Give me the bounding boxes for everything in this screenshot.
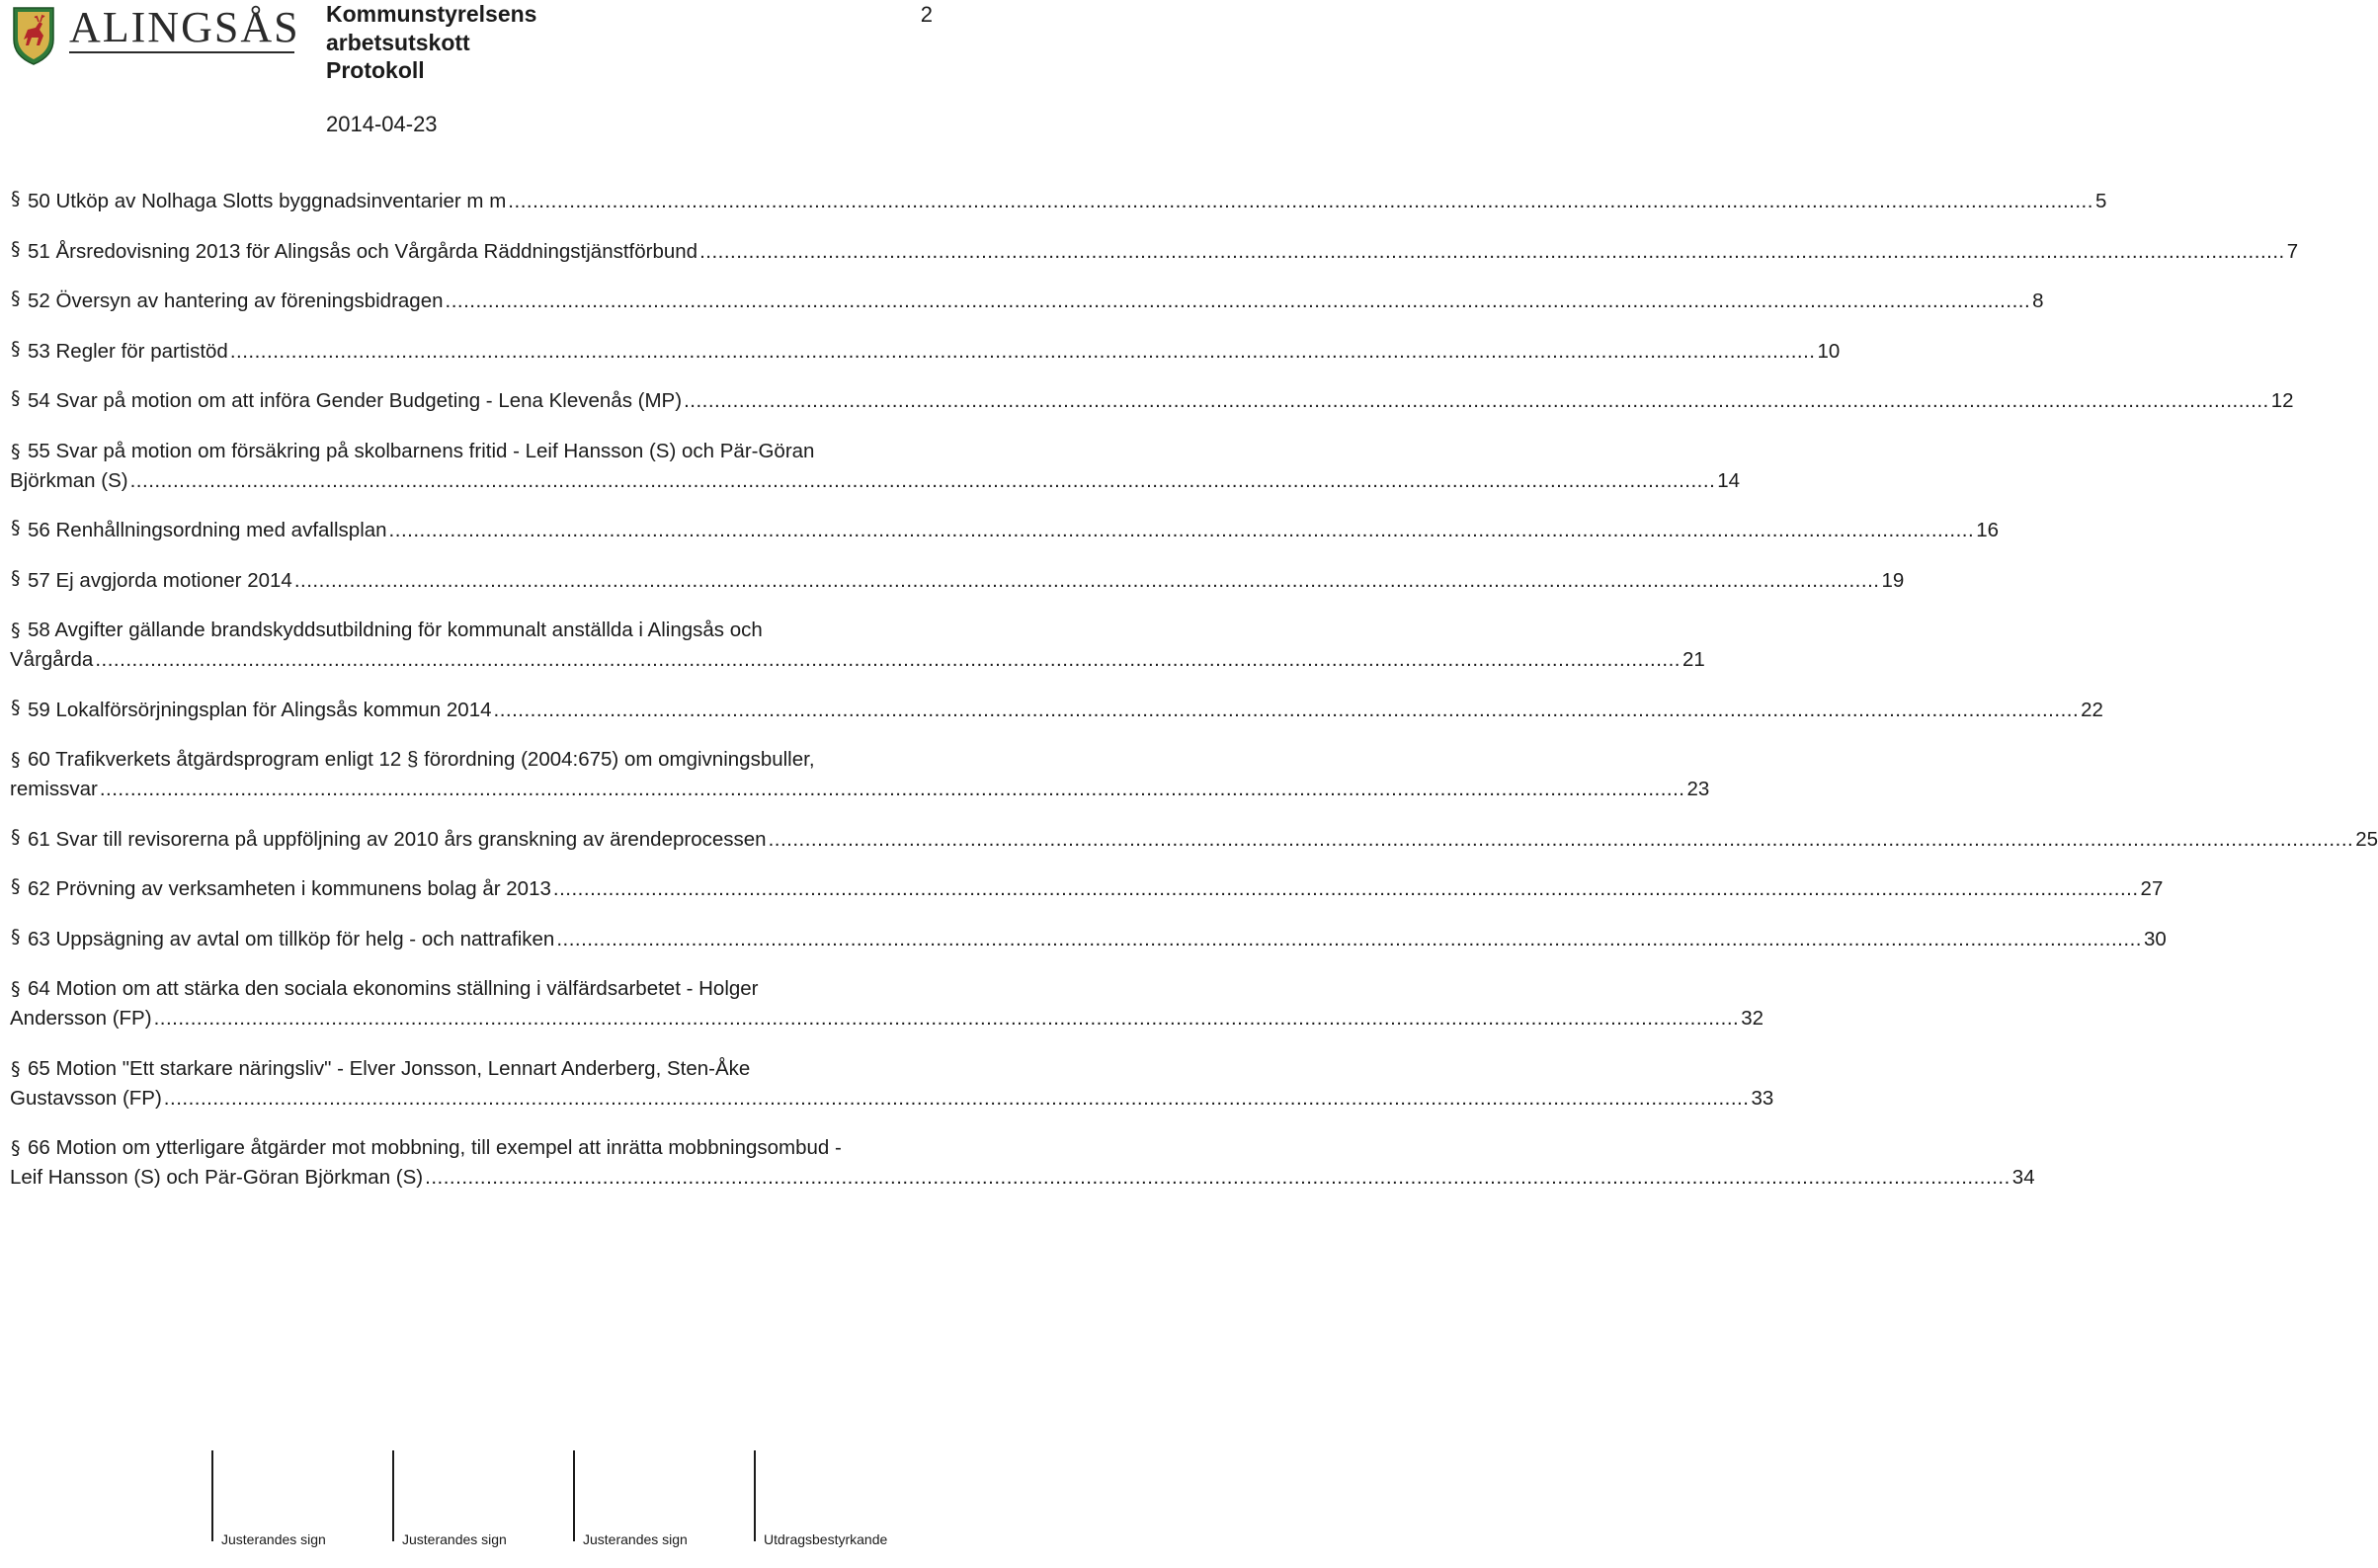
alingsas-logo (8, 3, 300, 67)
dot-leader (164, 1084, 1750, 1114)
toc-entry-line (10, 1004, 1764, 1033)
toc-entry-text: 63 Uppsägning av avtal om tillköp för helg - och nattrafiken (28, 927, 555, 950)
toc-entry[interactable] (10, 1054, 1774, 1114)
dot-leader (130, 466, 1716, 496)
toc-page-number: 25 (2355, 827, 2378, 851)
page-number: 2 (920, 2, 933, 27)
toc-entry-line (10, 974, 931, 1004)
toc-entry-line (10, 645, 1705, 675)
toc-entry[interactable] (10, 437, 1741, 496)
toc-entry[interactable] (10, 925, 2167, 954)
toc-entry-text: 60 Trafikverkets åtgärdsprogram enligt 12 § förordning (2004:675) om omgivningsbuller, (28, 748, 815, 771)
signature-label: Justerandes sign (583, 1531, 688, 1547)
dot-leader (699, 237, 2285, 267)
signature-divider (211, 1450, 213, 1541)
dot-leader (494, 696, 2080, 725)
toc-page-number: 16 (1976, 519, 2000, 541)
toc-entry[interactable] (10, 874, 2164, 904)
toc-entry[interactable] (10, 337, 1841, 367)
dot-leader (100, 775, 1685, 804)
toc-entry-line (10, 825, 2378, 855)
toc-page-number: 7 (2286, 239, 2299, 263)
paragraph-sign-icon (10, 749, 26, 769)
paragraph-sign-icon (10, 567, 26, 587)
toc-page-number: 19 (1881, 568, 1905, 592)
svg-text:§: § (11, 237, 21, 260)
svg-text:§: § (11, 925, 21, 948)
coat-of-arms-icon (10, 4, 57, 65)
paragraph-sign-icon (10, 978, 26, 998)
signature-divider (392, 1450, 394, 1541)
toc-entry-line (10, 187, 2107, 216)
toc-entry[interactable] (10, 187, 2107, 216)
toc-entry-text: 57 Ej avgjorda motioner 2014 (28, 568, 292, 592)
toc-entry[interactable] (10, 974, 1764, 1033)
toc-entry-line (10, 616, 931, 645)
dot-leader (294, 566, 1880, 596)
logo-wordmark: ALINGSÅS (69, 3, 300, 51)
toc-page-number: 30 (2143, 927, 2167, 950)
svg-text:§: § (11, 288, 21, 309)
svg-text:§: § (11, 1057, 21, 1080)
meeting-date: 2014-04-23 (326, 112, 438, 136)
document-title (326, 0, 536, 85)
toc-entry-text: 58 Avgifter gällande brandskyddsutbildning för kommunalt anställda i Alingsås och (28, 619, 763, 641)
toc-entry-text: Gustavsson (FP) (10, 1086, 162, 1110)
paragraph-sign-icon (10, 1137, 26, 1157)
svg-text:§: § (11, 517, 21, 538)
toc-entry[interactable] (10, 386, 2294, 416)
dot-leader (154, 1004, 1740, 1033)
signature-label: Utdragsbestyrkande (764, 1531, 888, 1547)
toc-entry[interactable] (10, 566, 1905, 596)
logo-rule (69, 51, 294, 53)
paragraph-sign-icon (10, 926, 26, 946)
paragraph-sign-icon (10, 387, 26, 407)
paragraph-sign-icon (10, 619, 26, 639)
toc-entry-line (10, 566, 1905, 596)
dot-leader (95, 645, 1681, 675)
title-line: Kommunstyrelsens (326, 1, 537, 27)
toc-entry-text: 65 Motion "Ett starkare näringsliv" - Elver Jonsson, Lennart Anderberg, Sten-Åke (28, 1056, 751, 1080)
toc-entry-text: Andersson (FP) (10, 1007, 152, 1030)
title-line: arbetsutskott (326, 29, 470, 55)
dot-leader (425, 1163, 2010, 1193)
toc-entry[interactable] (10, 1133, 2035, 1193)
toc-entry-text: Björkman (S) (10, 468, 128, 492)
toc-entry-line (10, 437, 931, 466)
toc-entry-line (10, 287, 2044, 316)
svg-text:§: § (11, 825, 21, 848)
toc-entry-text: 59 Lokalförsörjningsplan för Alingsås kommun 2014 (28, 698, 492, 721)
dot-leader (553, 874, 2139, 904)
dot-leader (769, 825, 2354, 855)
toc-page-number: 5 (2094, 190, 2107, 212)
toc-page-number: 12 (2270, 389, 2294, 412)
signature-divider (573, 1450, 575, 1541)
toc-entry-line (10, 237, 2299, 267)
toc-page-number: 34 (2011, 1166, 2035, 1189)
toc-entry[interactable] (10, 287, 2044, 316)
dot-leader (446, 287, 2031, 316)
paragraph-sign-icon (10, 517, 26, 536)
toc-page-number: 8 (2032, 289, 2044, 312)
toc-page-number: 32 (1741, 1007, 1764, 1030)
paragraph-sign-icon (10, 441, 26, 460)
toc-entry-line (10, 466, 1741, 496)
svg-text:§: § (11, 619, 21, 641)
toc-entry-line (10, 775, 1710, 804)
svg-text:§: § (11, 188, 21, 209)
toc-entry-text: 66 Motion om ytterligare åtgärder mot mobbning, till exempel att inrätta mobbningsombud - (28, 1136, 842, 1159)
svg-text:§: § (11, 337, 21, 360)
toc-entry-line (10, 1054, 931, 1084)
toc-entry-text: 61 Svar till revisorerna på uppföljning av 2010 års granskning av ärendeprocessen (28, 827, 767, 851)
toc-page-number: 23 (1686, 778, 1710, 800)
toc-entry-line (10, 516, 2000, 545)
dot-leader (230, 337, 1816, 367)
toc-entry-line (10, 337, 1841, 367)
toc-entry[interactable] (10, 237, 2299, 267)
toc-entry[interactable] (10, 516, 2000, 545)
toc-entry-line (10, 1163, 2035, 1193)
signature-divider (754, 1450, 756, 1541)
svg-text:§: § (11, 566, 21, 589)
toc-page-number: 21 (1682, 648, 1705, 671)
paragraph-sign-icon (10, 1058, 26, 1078)
svg-text:§: § (11, 875, 21, 897)
toc-page-number: 14 (1717, 468, 1741, 492)
toc-entry-line (10, 874, 2164, 904)
svg-text:§: § (11, 440, 21, 462)
title-line: Protokoll (326, 57, 425, 83)
toc-entry-line (10, 1084, 1774, 1114)
paragraph-sign-icon (10, 338, 26, 358)
table-of-contents (10, 187, 2378, 1213)
svg-text:§: § (11, 749, 21, 771)
dot-leader (684, 386, 2269, 416)
toc-page-number: 33 (1751, 1086, 1774, 1110)
toc-entry-text: 50 Utköp av Nolhaga Slotts byggnadsinventarier m m (28, 190, 507, 212)
svg-text:§: § (11, 387, 21, 409)
svg-text:§: § (11, 696, 21, 718)
toc-entry[interactable] (10, 696, 2103, 725)
toc-page-number: 22 (2081, 698, 2103, 721)
toc-entry-text: 56 Renhållningsordning med avfallsplan (28, 519, 387, 541)
paragraph-sign-icon (10, 826, 26, 846)
toc-entry-line (10, 696, 2103, 725)
toc-entry-text: 55 Svar på motion om försäkring på skolbarnens fritid - Leif Hansson (S) och Pär-Göran (28, 439, 815, 462)
toc-entry-text: 53 Regler för partistöd (28, 339, 228, 363)
toc-entry-text: 54 Svar på motion om att införa Gender Budgeting - Lena Klevenås (MP) (28, 389, 683, 412)
toc-page-number: 10 (1817, 339, 1841, 363)
paragraph-sign-icon (10, 288, 26, 307)
svg-text:§: § (11, 1137, 21, 1159)
dot-leader (389, 516, 1975, 545)
toc-entry[interactable] (10, 745, 1710, 804)
toc-entry[interactable] (10, 616, 1705, 675)
toc-entry-line (10, 1133, 931, 1163)
paragraph-sign-icon (10, 697, 26, 716)
toc-entry[interactable] (10, 825, 2378, 855)
dot-leader (556, 925, 2142, 954)
signature-label: Justerandes sign (221, 1531, 326, 1547)
toc-entry-text: remissvar (10, 778, 98, 800)
toc-entry-line (10, 745, 931, 775)
signature-footer (0, 1450, 948, 1568)
toc-entry-line (10, 386, 2294, 416)
signature-label: Justerandes sign (402, 1531, 507, 1547)
toc-entry-text: 52 Översyn av hantering av föreningsbidragen (28, 289, 444, 312)
svg-text:§: § (11, 978, 21, 1000)
dot-leader (508, 187, 2093, 216)
paragraph-sign-icon (10, 238, 26, 258)
toc-entry-text: Leif Hansson (S) och Pär-Göran Björkman (S) (10, 1166, 424, 1189)
paragraph-sign-icon (10, 875, 26, 895)
toc-entry-text: Vårgårda (10, 648, 94, 671)
toc-page-number: 27 (2140, 877, 2164, 900)
toc-entry-text: 51 Årsredovisning 2013 för Alingsås och Vårgårda Räddningstjänstförbund (28, 239, 698, 263)
toc-entry-text: 64 Motion om att stärka den sociala ekonomins ställning i välfärdsarbetet - Holger (28, 977, 759, 1000)
paragraph-sign-icon (10, 188, 26, 207)
toc-entry-line (10, 925, 2167, 954)
toc-entry-text: 62 Prövning av verksamheten i kommunens bolag år 2013 (28, 877, 551, 900)
